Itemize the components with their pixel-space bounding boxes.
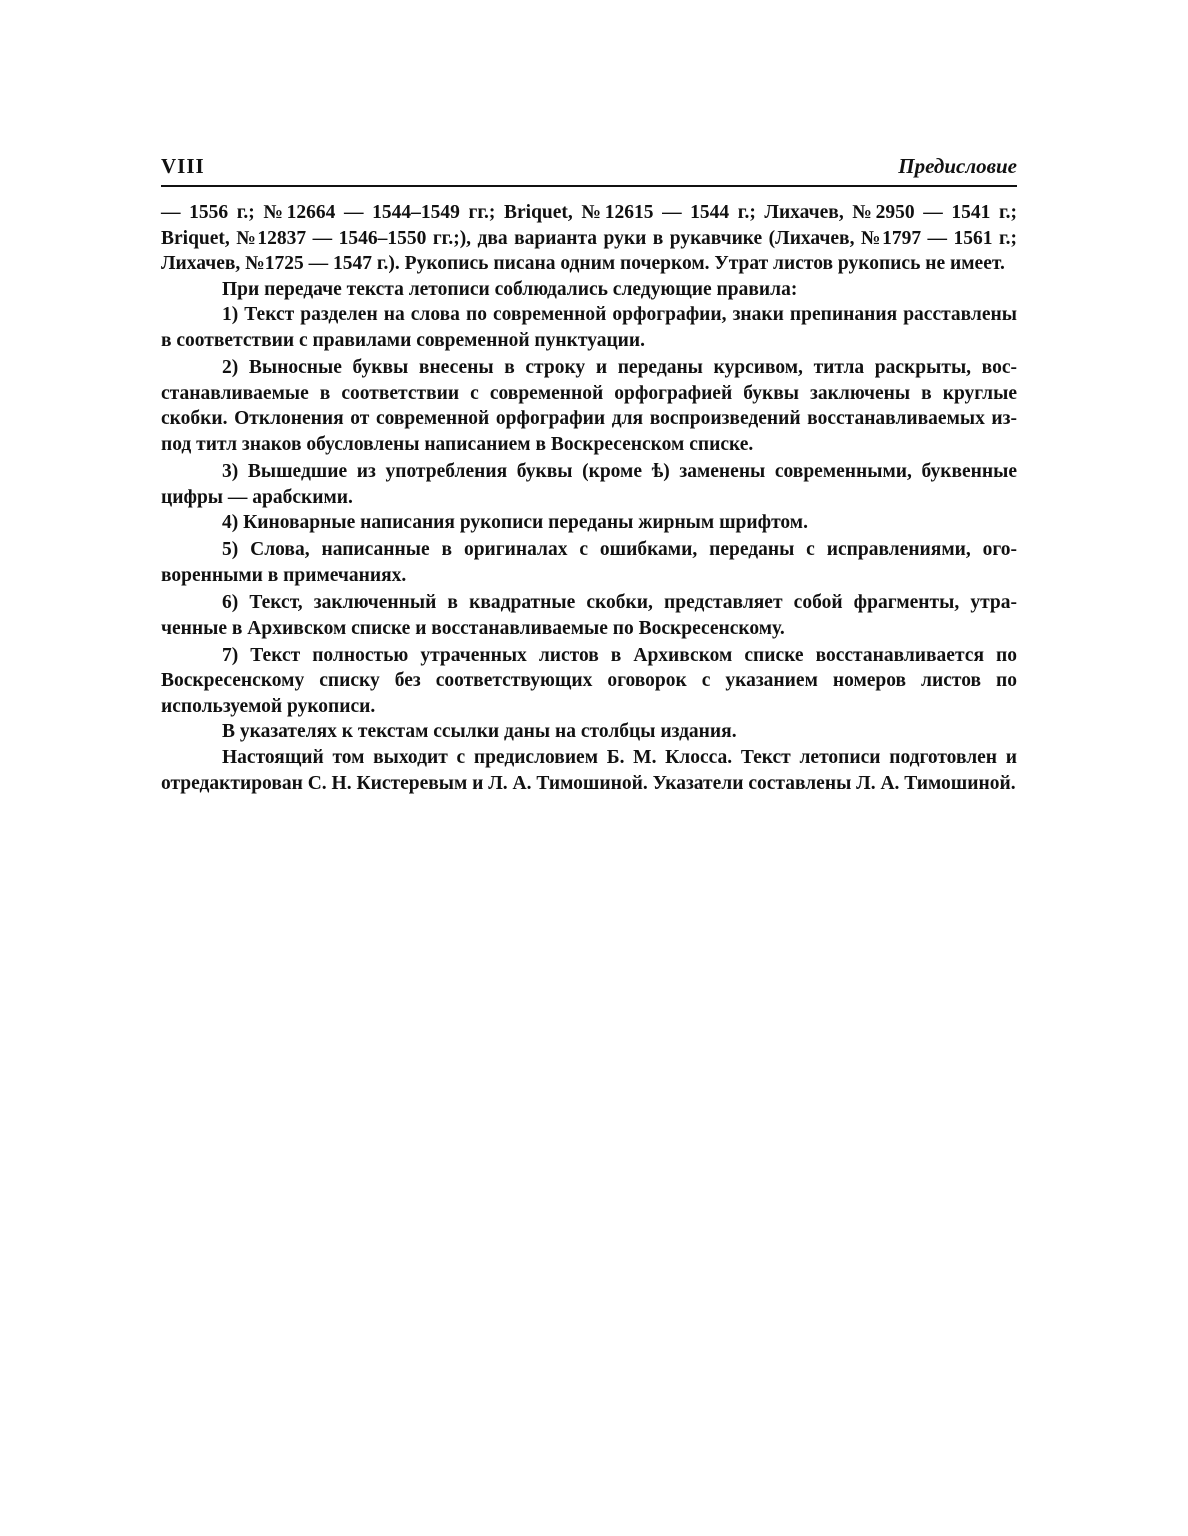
- paragraph-rules-intro: При передаче текста летописи соблюдались следующие правила:: [222, 278, 798, 300]
- paragraph-credits: Настоящий том выходит с предисловием Б. М. Клосса. Текст летописи подготовлен и отредактирован С. Н. Кистеревым и Л. А. Тимошиной. Указатели составлены Л. А. Тимошиной.: [161, 746, 1017, 794]
- paragraph-rule-7: 7) Текст полностью утраченных листов в Архивском списке восстанавливается по Воскресенскому списку без соответствующих оговорок с указанием номеров листов по используемой рукописи.: [161, 644, 1017, 717]
- paragraph-rule-2: 2) Выносные буквы внесены в строку и переданы курсивом, титла раскрыты, восстанавливаемые в соответствии с современной орфографией буквы заключены в круглые скобки. Отклонения от современной орфографии для воспроизведений восстанавливаемых из-под титл знаков обусловлены написанием в Воскресенском списке.: [161, 357, 1017, 455]
- paragraph-index-note: В указателях к текстам ссылки даны на столбцы издания.: [222, 721, 737, 743]
- document-page: [161, 152, 1017, 796]
- paragraph-rule-5: 5) Слова, написанные в оригиналах с ошибками, переданы с исправлениями, оговоренными в примечаниях.: [161, 539, 1017, 586]
- paragraph-watermarks-continuation: — 1556 г.; №12664 — 1544–1549 гг.; Briquet, №12615 — 1544 г.; Лихачев, №2950 — 1541 г.; Briquet, №12837 — 1546–1550 гг.;), два варианта руки в рукавчике (Лихачев, №1797 — 1561 г.; Лихачев, №1725 — 1547 г.). Рукопись писана одним почерком. Утрат листов рукопись не имеет.: [161, 202, 1017, 275]
- body-text: [161, 200, 1017, 796]
- page-number: VIII: [161, 154, 205, 178]
- paragraph-rule-6: 6) Текст, заключенный в квадратные скобки, представляет собой фрагменты, утраченные в Архивском списке и восстанавливаемые по Воскресенскому.: [161, 591, 1017, 639]
- running-header: [161, 152, 1017, 187]
- paragraph-rule-1: 1) Текст разделен на слова по современной орфографии, знаки препинания расставлены в соответствии с правилами современной пунктуации.: [161, 304, 1017, 351]
- paragraph-rule-4: 4) Киноварные написания рукописи переданы жирным шрифтом.: [222, 512, 808, 534]
- paragraph-rule-3: 3) Вышедшие из употребления буквы (кроме ѣ) заменены современными, буквенные цифры — арабскими.: [161, 460, 1017, 508]
- section-title: Предисловие: [898, 154, 1017, 178]
